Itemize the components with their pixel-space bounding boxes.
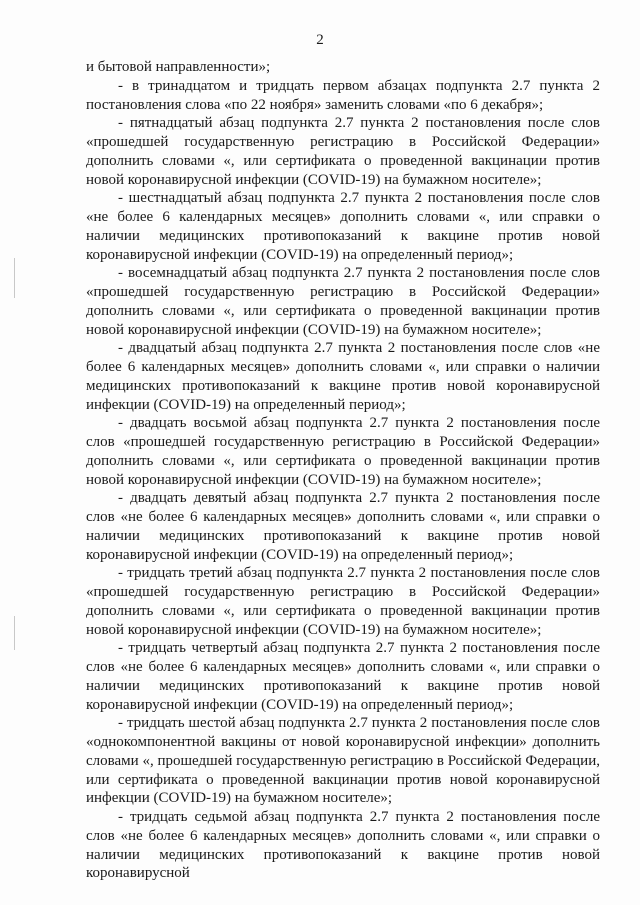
paragraph: и бытовой направленности»;: [86, 59, 271, 75]
document-body: [86, 58, 600, 882]
page-number: 2: [316, 32, 324, 48]
paragraph: - двадцатый абзац подпункта 2.7 пункта 2 постановления после слов «не более 6 календарных месяцев» дополнить словами «, или справки о наличии медицинских противопоказаний к вакцине против новой коронавирусной инфекции (COVID-19) на определенный период»;: [86, 340, 600, 413]
scan-margin-mark: [14, 258, 15, 298]
paragraph: - восемнадцатый абзац подпункта 2.7 пункта 2 постановления после слов «прошедшей государственную регистрацию в Российской Федерации» дополнить словами «, или сертификата о проведенной вакцинации против новой коронавирусной инфекции (COVID-19) на бумажном носителе»;: [86, 265, 600, 338]
paragraph: - двадцать девятый абзац подпункта 2.7 пункта 2 постановления после слов «не более 6 календарных месяцев» дополнить словами «, или справки о наличии медицинских противопоказаний к вакцине против новой коронавирусной инфекции (COVID-19) на определенный период»;: [86, 490, 600, 563]
paragraph: - тридцать шестой абзац подпункта 2.7 пункта 2 постановления после слов «однокомпонентной вакцины от новой коронавирусной инфекции» дополнить словами «, прошедшей государственную регистрацию в Российской Федерации, или сертификата о проведенной вакцинации против новой коронавирусной инфекции (COVID-19) на бумажном носителе»;: [86, 715, 600, 807]
paragraph: - двадцать восьмой абзац подпункта 2.7 пункта 2 постановления после слов «прошедшей государственную регистрацию в Российской Федерации» дополнить словами «, или сертификата о проведенной вакцинации против новой коронавирусной инфекции (COVID-19) на бумажном носителе»;: [86, 415, 600, 488]
paragraph: - тридцать седьмой абзац подпункта 2.7 пункта 2 постановления после слов «не более 6 календарных месяцев» дополнить словами «, или справки о наличии медицинских противопоказаний к вакцине против новой коронавирусной: [86, 809, 600, 882]
scan-margin-mark: [14, 616, 15, 650]
paragraph: - пятнадцатый абзац подпункта 2.7 пункта 2 постановления после слов «прошедшей государственную регистрацию в Российской Федерации» дополнить словами «, или сертификата о проведенной вакцинации против новой коронавирусной инфекции (COVID-19) на бумажном носителе»;: [86, 115, 600, 188]
paragraph: - тридцать третий абзац подпункта 2.7 пункта 2 постановления после слов «прошедшей государственную регистрацию в Российской Федерации» дополнить словами «, или сертификата о проведенной вакцинации против новой коронавирусной инфекции (COVID-19) на бумажном носителе»;: [86, 565, 600, 638]
paragraph: - тридцать четвертый абзац подпункта 2.7 пункта 2 постановления после слов «не более 6 календарных месяцев» дополнить словами «, или справки о наличии медицинских противопоказаний к вакцине против новой коронавирусной инфекции (COVID-19) на определенный период»;: [86, 640, 600, 713]
paragraph: - в тринадцатом и тридцать первом абзацах подпункта 2.7 пункта 2 постановления слова «по 22 ноября» заменить словами «по 6 декабря»;: [86, 77, 600, 113]
paragraph: - шестнадцатый абзац подпункта 2.7 пункта 2 постановления после слов «не более 6 календарных месяцев» дополнить словами «, или справки о наличии медицинских противопоказаний к вакцине против новой коронавирусной инфекции (COVID-19) на определенный период»;: [86, 190, 600, 263]
